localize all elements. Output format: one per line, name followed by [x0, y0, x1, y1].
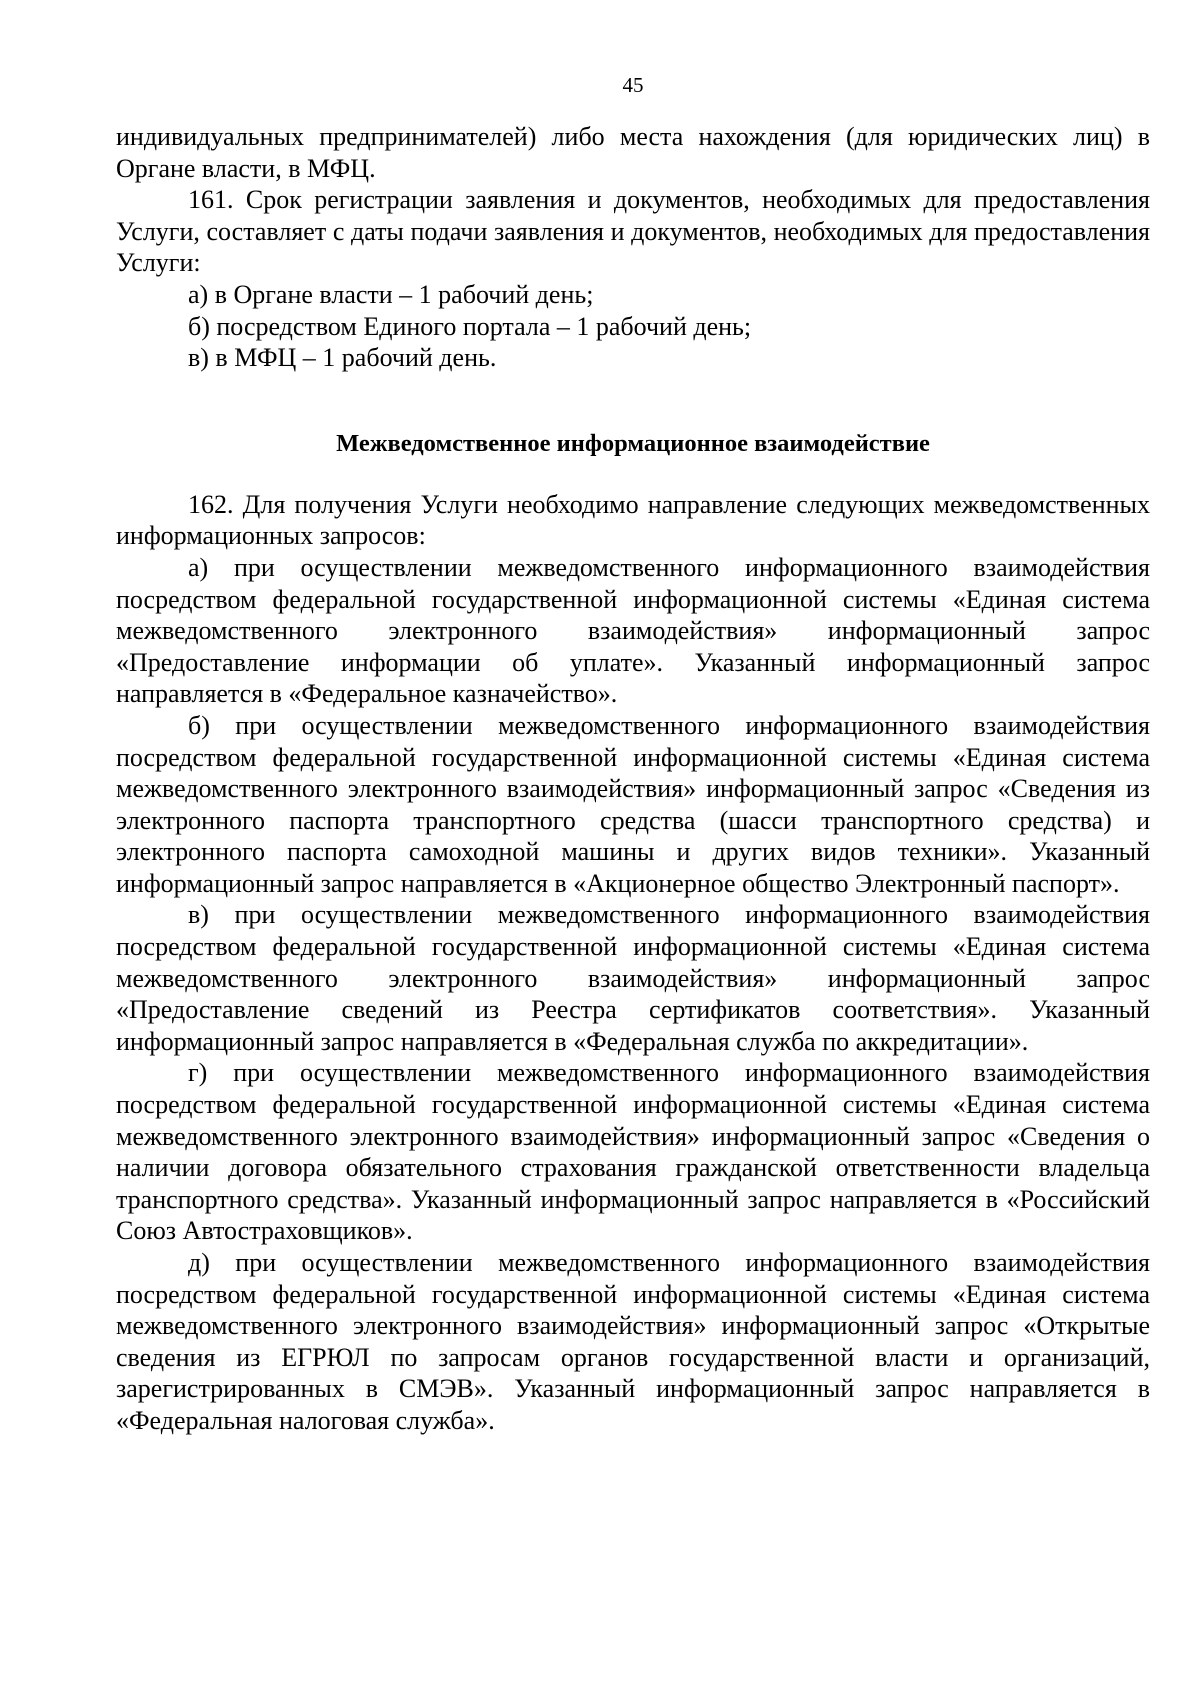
- list-item-161-v: в) в МФЦ – 1 рабочий день.: [188, 343, 497, 373]
- section-heading: Межведомственное информационное взаимодействие: [336, 429, 930, 457]
- list-item-162-g: г) при осуществлении межведомственного информационного взаимодействия посредством федеральной государственной информационной системы «Единая система межведомственного электронного взаимодействия» информационный запрос «Сведения о наличии договора обязательного страхования гражданской ответственности владельца транспортного средства». Указанный информационный запрос направляется в «Российский Союз Автостраховщиков».: [116, 1058, 1150, 1246]
- list-item-162-b: б) при осуществлении межведомственного информационного взаимодействия посредством федеральной государственной информационной системы «Единая система межведомственного электронного взаимодействия» информационный запрос «Сведения из электронного паспорта транспортного средства (шасси транспортного средства) и электронного паспорта самоходной машины и других видов техники». Указанный информационный запрос направляется в «Акционерное общество Электронный паспорт».: [116, 710, 1150, 898]
- paragraph-162: 162. Для получения Услуги необходимо направление следующих межведомственных информационных запросов:: [116, 489, 1150, 551]
- list-item-162-a: а) при осуществлении межведомственного информационного взаимодействия посредством федеральной государственной информационной системы «Единая система межведомственного электронного взаимодействия» информационный запрос «Предоставление информации об уплате». Указанный информационный запрос направляется в «Федеральное казначейство».: [116, 552, 1150, 709]
- document-body: [116, 121, 1150, 1437]
- paragraph-continuation: индивидуальных предпринимателей) либо места нахождения (для юридических лиц) в Органе власти, в МФЦ.: [116, 122, 1150, 183]
- paragraph-161: 161. Срок регистрации заявления и документов, необходимых для предоставления Услуги, составляет с даты подачи заявления и документов, необходимых для предоставления Услуги:: [116, 185, 1150, 278]
- list-item-161-a: а) в Органе власти – 1 рабочий день;: [188, 279, 594, 309]
- list-item-162-v: в) при осуществлении межведомственного информационного взаимодействия посредством федеральной государственной информационной системы «Единая система межведомственного электронного взаимодействия» информационный запрос «Предоставление сведений из Реестра сертификатов соответствия». Указанный информационный запрос направляется в «Федеральная служба по аккредитации».: [116, 900, 1150, 1056]
- list-item-162-d: д) при осуществлении межведомственного информационного взаимодействия посредством федеральной государственной информационной системы «Единая система межведомственного электронного взаимодействия» информационный запрос «Открытые сведения из ЕГРЮЛ по запросам органов государственной власти и организаций, зарегистрированных в СМЭВ». Указанный информационный запрос направляется в «Федеральная налоговая служба».: [116, 1248, 1150, 1435]
- list-item-161-b: б) посредством Единого портала – 1 рабочий день;: [188, 311, 752, 341]
- page-number: 45: [622, 73, 644, 97]
